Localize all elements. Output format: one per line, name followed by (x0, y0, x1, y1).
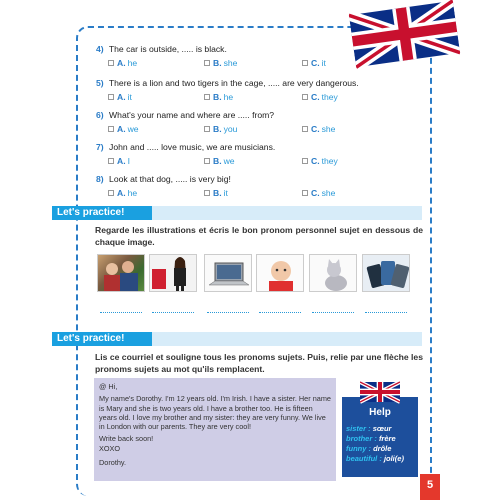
options-5 (108, 92, 428, 104)
union-jack-small-icon (360, 380, 400, 404)
checkbox[interactable] (302, 158, 308, 164)
option-c[interactable]: C. she (302, 124, 335, 134)
answer-line-4[interactable] (259, 312, 301, 313)
checkbox[interactable] (204, 190, 210, 196)
options-8 (108, 188, 428, 200)
checkbox[interactable] (302, 190, 308, 196)
laptop-photo (204, 254, 252, 292)
practice-tag: Let's practice! (52, 206, 152, 220)
friends-illustration (98, 255, 145, 292)
email-closing-2: XOXO (99, 443, 121, 453)
practice-1-instruction: Regarde les illustrations et écris le bon pronom personnel sujet en dessous de chaque image. (95, 225, 423, 247)
friends-photo (97, 254, 145, 292)
options-6 (108, 124, 428, 136)
answer-line-2[interactable] (152, 312, 194, 313)
practice-banner-1 (52, 206, 422, 220)
option-b[interactable]: B. she (204, 58, 237, 68)
answer-line-5[interactable] (312, 312, 354, 313)
option-b[interactable]: B. we (204, 156, 235, 166)
option-a[interactable]: A. I (108, 156, 130, 166)
laptop-illustration (205, 255, 252, 292)
question-5: 5) There is a lion and two tigers in the cage, ..... are very dangerous. (96, 78, 359, 88)
email-closing-1: Write back soon! (99, 434, 154, 444)
checkbox[interactable] (204, 94, 210, 100)
practice-banner-2 (52, 332, 422, 346)
answer-line-1[interactable] (100, 312, 142, 313)
checkbox[interactable] (302, 60, 308, 66)
option-a[interactable]: A. he (108, 188, 137, 198)
help-row: sister : sœur (346, 424, 392, 433)
question-7: 7) John and ..... love music, we are musicians. (96, 142, 276, 152)
email-greeting: @ Hi, (99, 382, 118, 391)
help-row: funny : drôle (346, 444, 392, 453)
email-signature: Dorothy. (99, 458, 127, 468)
options-4 (108, 58, 428, 70)
email-body: My name's Dorothy. I'm 12 years old. I'm Irish. I have a sister. Her name is Mary and she is two years old. I have a brother too. He is fifteen years old. I love my brother and my sister: they are very funny. We live in London with our parents. They are very cool! (99, 394, 331, 432)
practice-2-instruction: Lis ce courriel et souligne tous les pronoms sujets. Puis, relie par une flèche les pronoms sujets au mot qu'ils remplacent. (95, 352, 423, 374)
checkbox[interactable] (108, 158, 114, 164)
email-box (94, 378, 336, 481)
checkbox[interactable] (108, 60, 114, 66)
woman-photo (149, 254, 197, 292)
option-c[interactable]: C. they (302, 92, 338, 102)
option-c[interactable]: C. she (302, 188, 335, 198)
woman-illustration (150, 255, 197, 292)
checkbox[interactable] (302, 126, 308, 132)
question-8: 8) Look at that dog, ..... is very big! (96, 174, 231, 184)
question-4 (96, 44, 426, 54)
option-b[interactable]: B. you (204, 124, 237, 134)
checkbox[interactable] (204, 126, 210, 132)
answer-line-6[interactable] (365, 312, 407, 313)
option-b[interactable]: B. he (204, 92, 233, 102)
page-number: 5 (420, 474, 440, 500)
option-c[interactable]: C. it (302, 58, 326, 68)
baby-photo (256, 254, 304, 292)
phones-illustration (363, 255, 410, 292)
checkbox[interactable] (108, 126, 114, 132)
cat-illustration (310, 255, 357, 292)
option-a[interactable]: A. he (108, 58, 137, 68)
answer-line-3[interactable] (207, 312, 249, 313)
option-c[interactable]: C. they (302, 156, 338, 166)
help-row: brother : frère (346, 434, 396, 443)
checkbox[interactable] (204, 158, 210, 164)
question-text: The car is outside, ..... is black. (108, 44, 227, 54)
checkbox[interactable] (204, 60, 210, 66)
question-number: 4) (96, 44, 104, 54)
checkbox[interactable] (108, 190, 114, 196)
help-row: beautiful : joli(e) (346, 454, 404, 463)
option-a[interactable]: A. we (108, 124, 139, 134)
checkbox[interactable] (108, 94, 114, 100)
phones-photo (362, 254, 410, 292)
options-7 (108, 156, 428, 168)
question-6: 6) What's your name and where are ..... from? (96, 110, 275, 120)
cat-photo (309, 254, 357, 292)
option-a[interactable]: A. it (108, 92, 132, 102)
practice-tag: Let's practice! (52, 332, 152, 346)
baby-illustration (257, 255, 304, 292)
help-box (342, 397, 418, 477)
option-b[interactable]: B. it (204, 188, 228, 198)
checkbox[interactable] (302, 94, 308, 100)
help-title: Help (369, 407, 391, 418)
